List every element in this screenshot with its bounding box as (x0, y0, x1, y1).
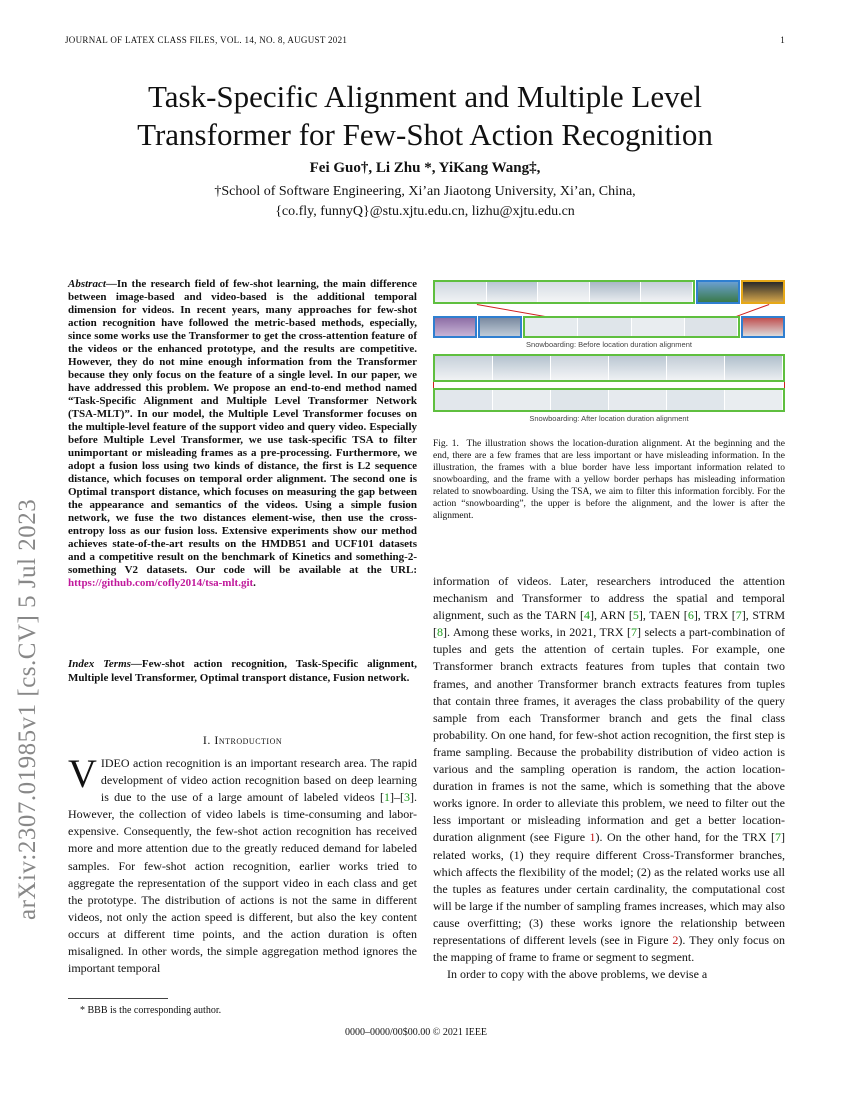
affiliation-line-1: †School of Software Engineering, Xi’an Jiaotong University, Xi’an, China, (214, 184, 636, 199)
citation-link[interactable]: 7 (631, 625, 638, 640)
figure-caption: Fig. 1. The illustration shows the location-duration alignment. At the beginning and the end, there are a few frames that are less important or have misleading information. In the illustration, the frames with a blue border have less important information related to snowboarding, and the frame with a yellow border perhaps has misleading information related to snowboarding. Using the TSA, we aim to filter this information forcibly. For the action “snowboarding”, the upper is before the alignment, and the lower is after the alignment. (433, 439, 785, 521)
index-terms-text: —Few-shot action recognition, Task-Specific alignment, Multiple level Transformer, Optimal transport distance, Fusion network. (68, 658, 417, 684)
index-terms-label: Index Terms (68, 658, 131, 670)
citation-link[interactable]: 7 (735, 608, 742, 623)
citation-link[interactable]: 7 (774, 830, 781, 845)
paragraph-start: In order to copy with the above problems, we devise a (447, 967, 708, 982)
intro-paragraph: VIDEO action recognition is an important research area. The rapid development of video action recognition based on deep learning is due to the use of a large amount of labeled videos [1]–[3]. However, the collection of video labels is time-consuming and labor-expensive. Consequently, the few-shot action recognition has received more and more attention due to the greatly reduced demand for labeled samples. For few-shot action recognition, earlier works tried to aggregate the representation of the support video in each class and get the prototype. The distribution of actions is not the same in different videos, not only the action speed is different, but also the key content occurs at different time points, and the action duration is often misaligned. In other words, the simple aggregation method ignores the important temporal (68, 751, 417, 976)
abstract-text: —In the research field of few-shot learning, the main difference between image-based and video-based is the additional temporal dimension for videos. In recent years, many approaches for few-shot action recognition have followed the metric-based methods, especially, since some works use the Transformer to get the cross-attention feature of the videos or the enhanced prototype, and the results are competitive. However, they do not mine enough information from the Transformer because they only focus on the feature of a single level. In our paper, we have addressed this problem. We propose an end-to-end method named “Task-Specific Alignment and Multiple Level Transformer Network (TSA-MLT)”. In our model, the Multiple Level Transformer focuses on the multiple-level feature of the support video and query video. Especially before Multiple Level Transformer, we use task-specific TSA to filter unimportant or misleading frames as a pre-processing. Furthermore, we adopt a fusion loss using two kinds of distance, the first is L2 sequence distance, which focuses on temporal order alignment. The second one is Optimal transport distance, which focuses on measuring the gap between the appearance and semantics of the videos. Using a simple fusion network, we fuse the two distances element-wise, then use the cross-entropy loss as our fusion loss. Extensive experiments show our method achieves state-of-the-art results on the HMDB51 and UCF101 datasets and a competitive result on the benchmark of Kinetics and something-2-something V2 datasets. Our code will be available at the URL: (68, 278, 417, 576)
journal-name: JOURNAL OF LATEX CLASS FILES, VOL. 14, NO. 8, AUGUST 2021 (65, 35, 348, 45)
drop-cap: V (68, 751, 97, 796)
page-number: 1 (780, 35, 785, 45)
index-terms (68, 658, 417, 685)
running-header (65, 35, 785, 45)
abstract-label: Abstract (68, 278, 106, 290)
frame-blue-query-left (433, 316, 477, 338)
title-line-2: Transformer for Few-Shot Action Recognition (137, 117, 713, 152)
abstract: Abstract—In the research field of few-shot learning, the main difference between image-based and video-based is the additional temporal dimension for videos. In recent years, many approaches for few-shot action recognition have followed the metric-based methods, especially, since some works use the Transformer to get the cross-attention feature of the videos or the enhanced prototype, and the results are competitive. However, they do not mine enough information from the Transformer because they only focus on the feature of a single level. In our paper, we have addressed this problem. We propose an end-to-end method named “Task-Specific Alignment and Multiple Level Transformer Network (TSA-MLT)”. In our model, the Multiple Level Transformer focuses on the multiple-level feature of the support video and query video. Especially before Multiple Level Transformer, we use task-specific TSA to filter unimportant or misleading frames as a pre-processing. Furthermore, we adopt a fusion loss using two kinds of distance, the first is L2 sequence distance, which focuses on temporal order alignment. The second one is Optimal transport distance, which focuses on measuring the gap between the appearance and semantics of the videos. Using a simple fusion network, we fuse the two distances element-wise, then use the cross-entropy loss as our fusion loss. Extensive experiments show our method achieves state-of-the-art results on the HMDB51 and UCF101 datasets and a competitive result on the benchmark of Kinetics and something-2-something V2 datasets. Our code will be available at the URL: https://github.com/cofly2014/tsa-mlt.git. (68, 278, 417, 589)
paper-title (0, 78, 850, 154)
affiliation-emails: {co.fly, funnyQ}@stu.xjtu.edu.cn, lizhu@xjtu.edu.cn (275, 204, 575, 219)
section-heading: I. Introduction (202, 733, 283, 747)
citation-link[interactable]: 3 (404, 790, 410, 805)
figure-link[interactable]: 2 (672, 932, 679, 947)
arxiv-stamp: arXiv:2307.01985v1 [cs.CV] 5 Jul 2023 (14, 498, 41, 920)
copyright-line: 0000–0000/00$00.00 © 2021 IEEE (345, 1027, 488, 1038)
frame-strip-after-bottom (433, 388, 785, 412)
footnote: * BBB is the corresponding author. (80, 1005, 222, 1016)
citation-link[interactable]: 5 (632, 608, 639, 623)
title-line-1: Task-Specific Alignment and Multiple Level (148, 79, 702, 114)
right-column-text: information of videos. Later, researchers introduced the attention mechanism and Transformer to address the spatial and temporal alignment, such as the TARN [4], ARN [5], TAEN [6], TRX [7], STRM [8]. Among these works, in 2021, TRX [7] selects a part-combination of tuples and gets the attention of certain tuples. For example, one Transformer branch extracts features from tuples that contain two frames, and another Transformer branch extracts features from tuples that contain three frames, it averages the class probability of the query sample from each Transformer branch and gets the final class probability. On one hand, for few-shot action recognition, the first step is frame sampling. Because the probability distribution of video action is various and the sampling operation is random, the action location-duration in frames is not the same, which is something that the above works ignore. In order to alleviate this problem, we need to filter out the less important or misleading information and get a better location-duration alignment (see Figure 1). On the other hand, for the TRX [7] related works, (1) they require different Cross-Transformer branches, which affects the flexibility of the model; (2) as the related works use all the tuples as features under certain cardinality, the computational cost will be large if the number of sampling frames increases, which may also cause overfitting; (3) these works ignore the relationship between representations of different levels (see in Figure 2). They only focus on the mapping of frame to frame or segment to segment. In order to copy with the above problems, we devise a (433, 573, 785, 983)
affiliation (0, 182, 850, 222)
citation-link[interactable]: 4 (584, 608, 591, 623)
frame-blue-border (696, 280, 740, 304)
authors: Fei Guo†, Li Zhu *, YiKang Wang‡, (309, 160, 541, 176)
figure-link[interactable]: 1 (589, 830, 596, 845)
citation-link[interactable]: 1 (384, 790, 390, 805)
frame-blue-query-right (741, 316, 785, 338)
frame-strip-before-top (433, 280, 695, 304)
footnote-rule (68, 998, 168, 999)
citation-link[interactable]: 6 (687, 608, 694, 623)
figure-sublabel-after: Snowboarding: After location duration alignment (529, 414, 689, 423)
figure-sublabel-before: Snowboarding: Before location duration alignment (526, 340, 692, 349)
frame-blue-query-left-2 (478, 316, 522, 338)
figure-1 (433, 278, 785, 423)
frame-yellow-border (741, 280, 785, 304)
frame-strip-before-bottom (523, 316, 740, 338)
code-link[interactable]: https://github.com/cofly2014/tsa-mlt.git (68, 577, 254, 589)
frame-strip-after-top (433, 354, 785, 382)
citation-link[interactable]: 8 (437, 625, 443, 640)
